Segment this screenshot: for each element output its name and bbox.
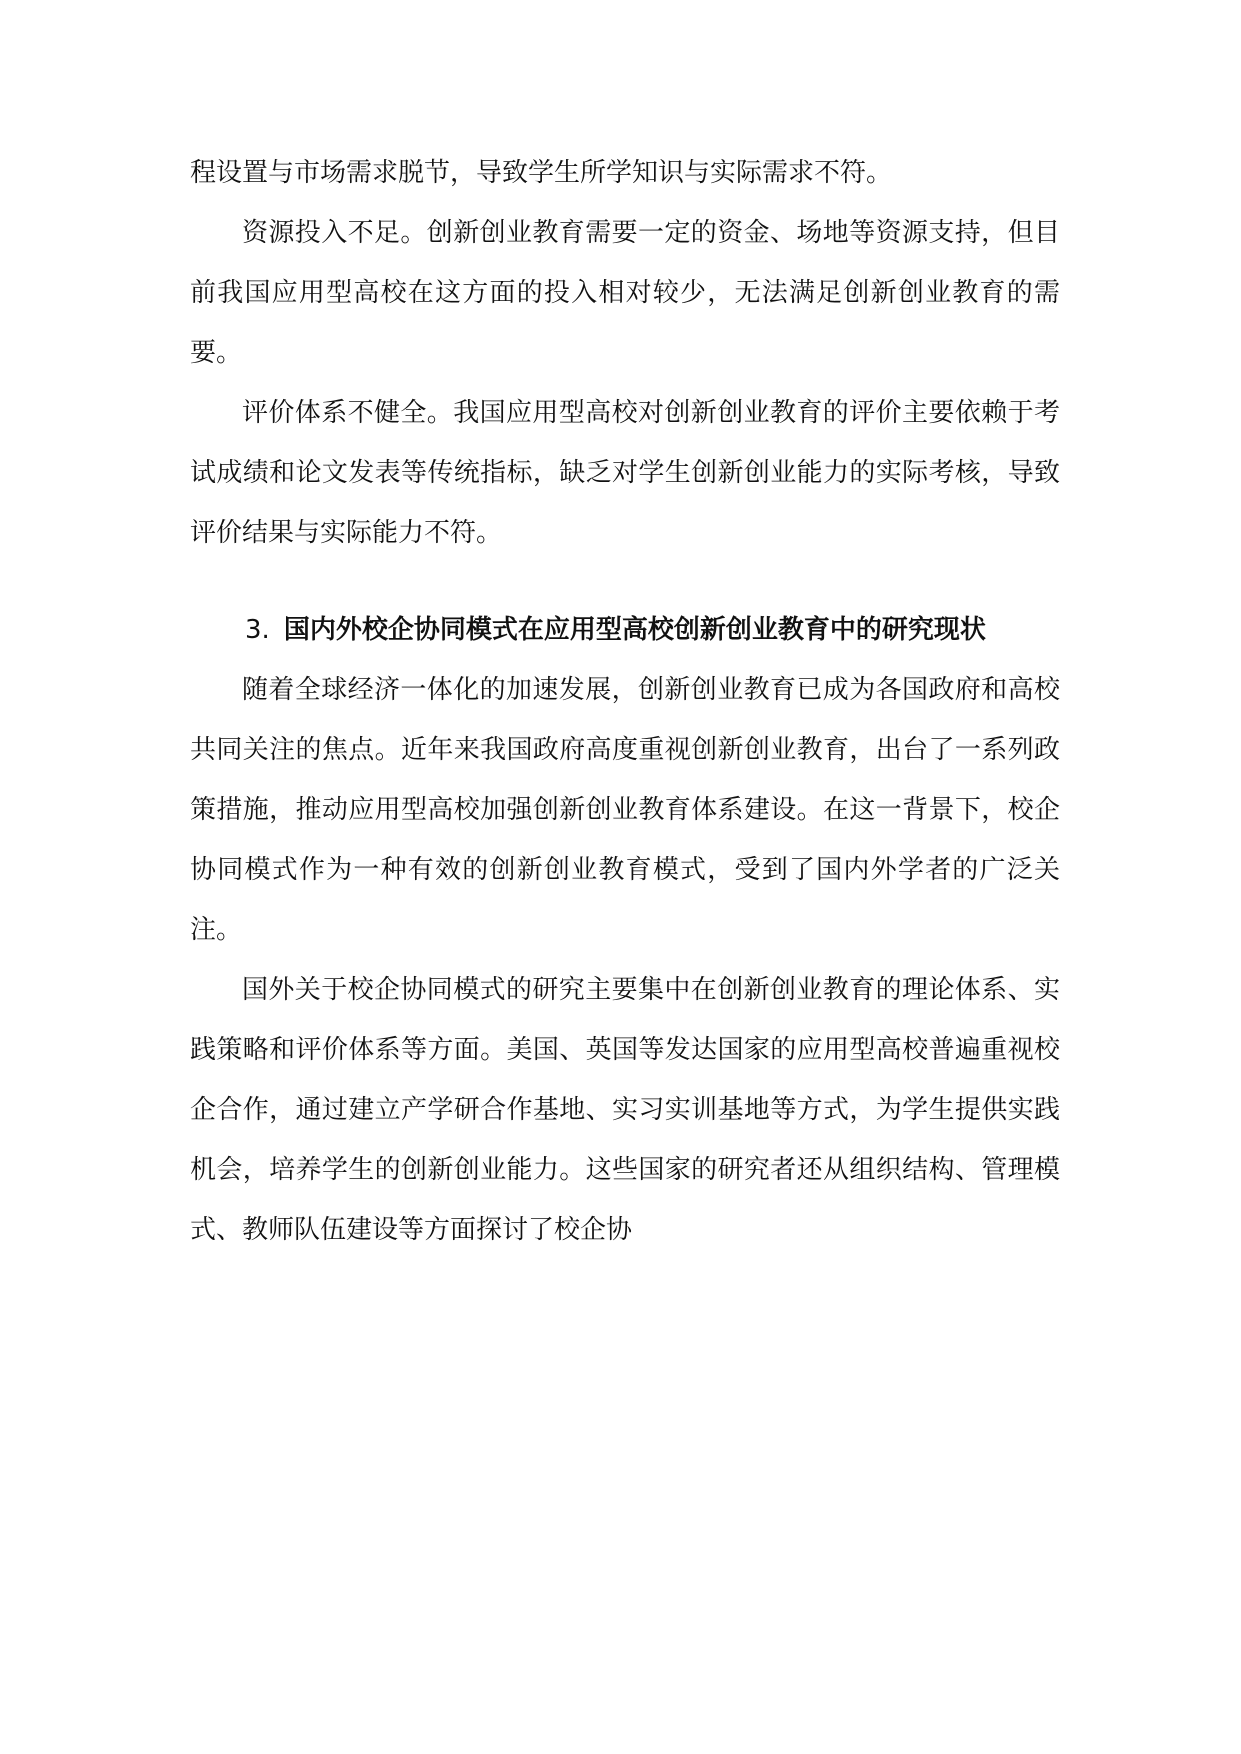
- paragraph-background: 随着全球经济一体化的加速发展，创新创业教育已成为各国政府和高校共同关注的焦点。近年来我国政府高度重视创新创业教育，出台了一系列政策措施，推动应用型高校加强创新创业教育体系建设。在这一背景下，校企协同模式作为一种有效的创新创业教育模式，受到了国内外学者的广泛关注。: [190, 675, 1060, 945]
- section-number: 3.: [245, 615, 270, 645]
- paragraph-foreign-research: 国外关于校企协同模式的研究主要集中在创新创业教育的理论体系、实践策略和评价体系等方面。美国、英国等发达国家的应用型高校普遍重视校企合作，通过建立产学研合作基地、实习实训基地等方式，为学生提供实践机会，培养学生的创新创业能力。这些国家的研究者还从组织结构、管理模式、教师队伍建设等方面探讨了校企协: [190, 975, 1060, 1245]
- paragraph-resource-input: 资源投入不足。创新创业教育需要一定的资金、场地等资源支持，但目前我国应用型高校在这方面的投入相对较少，无法满足创新创业教育的需要。: [190, 218, 1060, 368]
- paragraph-continuation: 程设置与市场需求脱节，导致学生所学知识与实际需求不符。: [190, 158, 893, 188]
- document-body: [190, 143, 1060, 1260]
- section-title: 国内外校企协同模式在应用型高校创新创业教育中的研究现状: [283, 615, 986, 645]
- section-heading: [190, 600, 1060, 660]
- paragraph-evaluation-system: 评价体系不健全。我国应用型高校对创新创业教育的评价主要依赖于考试成绩和论文发表等传统指标，缺乏对学生创新创业能力的实际考核，导致评价结果与实际能力不符。: [190, 398, 1060, 548]
